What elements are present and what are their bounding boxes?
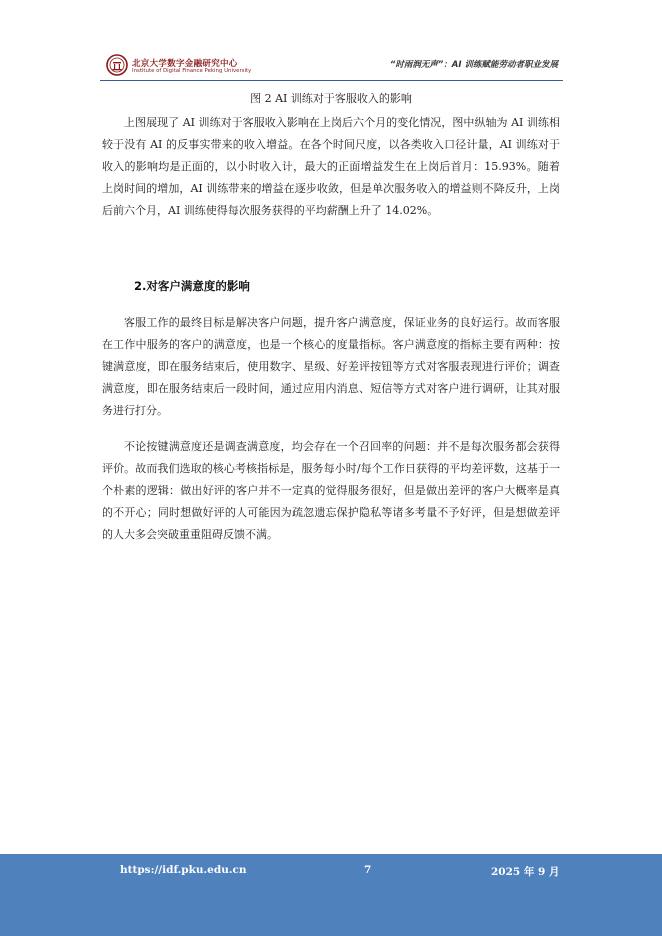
page-header <box>0 0 662 82</box>
org-name-cn: 北京大学数字金融研究中心 <box>132 59 238 69</box>
page-footer <box>0 854 662 936</box>
header-divider <box>100 80 563 81</box>
figure-caption: 图 2 AI 训练对于客服收入的影响 <box>250 92 412 105</box>
report-title: “时雨润无声”：AI 训练赋能劳动者职业发展 <box>389 60 558 70</box>
paragraph-text: 不论按键满意度还是调查满意度，均会存在一个召回率的问题：并不是每次服务都会获得评价。故而我们选取的核心考核指标是，服务每小时/每个工作日获得的平均差评数，这基于一个朴素的逻辑：做出好评的客户并不一定真的觉得服务很好，但是做出差评的客户大概率是真的不开心；同时想做好评的人可能因为疏忽遗忘保护隐私等诸多考量不予好评，但是想做差评的人大多会突破重重阻碍反馈不满。 <box>102 440 560 541</box>
paragraph-text: 客服工作的最终目标是解决客户问题，提升客户满意度，保证业务的良好运行。故而客服在工作中服务的客户的满意度，也是一个核心的度量指标。客户满意度的指标主要有两种：按键满意度，即在服务结束后，使用数字、星级、好差评按钮等方式对客服表现进行评价；调查满意度，即在服务结束后一段时间，通过应用内消息、短信等方式对客户进行调研，让其对服务进行打分。 <box>102 316 560 417</box>
paragraph-text: 上图展现了 AI 训练对于客服收入影响在上岗后六个月的变化情况，图中纵轴为 AI 训练相较于没有 AI 的反事实带来的收入增益。在各个时间尺度，以各类收入口径计量，AI 训练对于收入的影响均是正面的，以小时收入计，最大的正面增益发生在上岗后首月：15.93%。随着上岗时间的增加，AI 训练带来的增益在逐步收敛，但是单次服务收入的增益则不降反升，上岗后前六个月，AI 训练使得每次服务获得的平均薪酬上升了 14.02%。 <box>102 116 560 217</box>
body-paragraph-2 <box>102 312 560 422</box>
org-name-en: Institute of Digital Finance Peking University <box>132 68 252 74</box>
body-paragraph-3 <box>102 436 560 546</box>
pku-institute-logo <box>106 54 128 76</box>
body-paragraph-1 <box>102 112 560 222</box>
page-number: 7 <box>364 864 372 876</box>
footer-url-link[interactable]: https://idf.pku.edu.cn <box>120 864 247 876</box>
publication-date: 2025 年 9 月 <box>491 866 560 878</box>
section-heading: 2.对客户满意度的影响 <box>134 279 250 293</box>
